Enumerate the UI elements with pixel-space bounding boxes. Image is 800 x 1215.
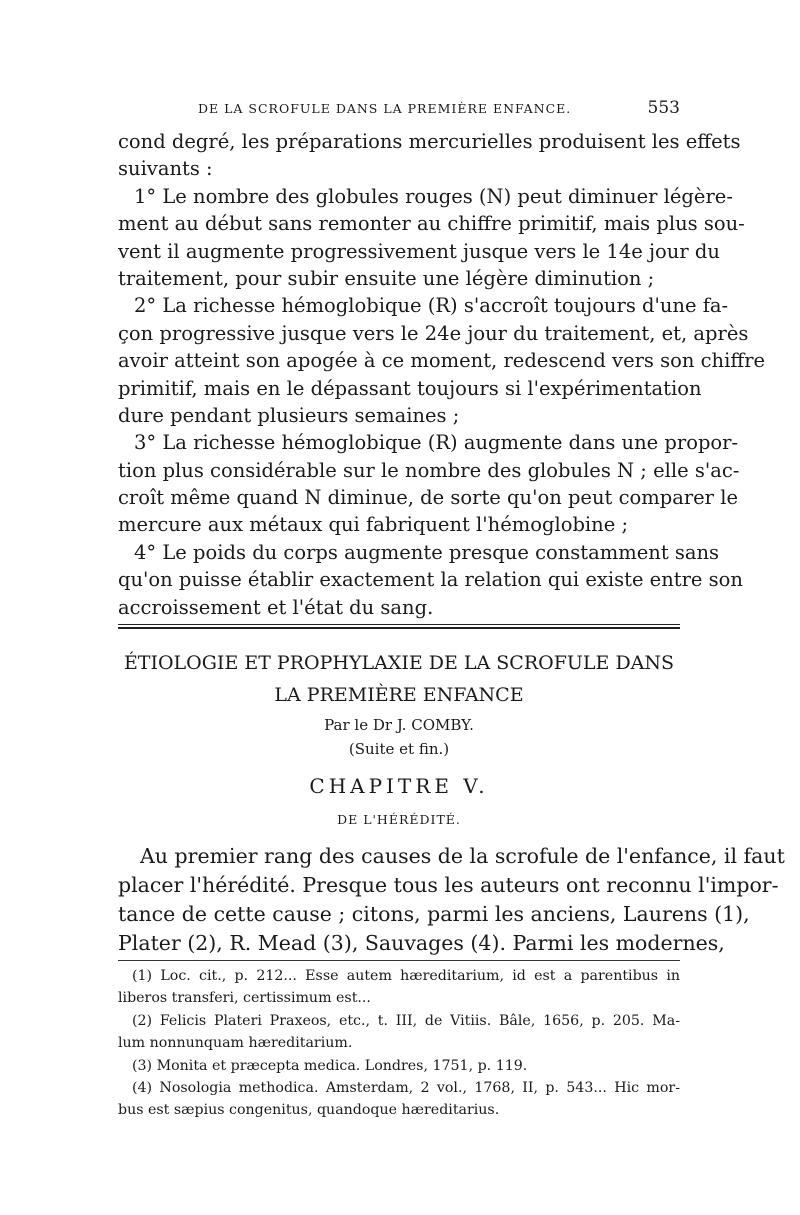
running-header	[118, 98, 680, 122]
text-line: tance de cette cause ; citons, parmi les anciens, Laurens (1),	[118, 902, 750, 926]
text-line: qu'on puisse établir exactement la relation qui existe entre son	[118, 568, 743, 592]
separator-rule	[118, 627, 680, 629]
text-line: Plater (2), R. Mead (3), Sauvages (4). Parmi les modernes,	[118, 931, 725, 955]
text-line: mercure aux métaux qui fabriquent l'hémoglobine ;	[118, 513, 629, 537]
text-line: croît même quand N diminue, de sorte qu'on peut comparer le	[118, 486, 738, 510]
text-line: dure pendant plusieurs semaines ;	[118, 403, 460, 427]
text-line: 4° Le poids du corps augmente presque constamment sans	[134, 540, 720, 564]
text-line: primitif, mais en le dépassant toujours si l'expérimentation	[118, 376, 702, 400]
continuation-text	[118, 128, 766, 621]
text-line: cond degré, les préparations mercurielles produisent les effets	[118, 130, 741, 153]
text-line: 3° La richesse hémoglobique (R) augmente dans une propor-	[134, 431, 739, 455]
footnote-line: liberos transferi, certissimum est...	[118, 990, 371, 1007]
text-line: suivants :	[118, 157, 213, 181]
text-line: 2° La richesse hémoglobique (R) s'accroît toujours d'une fa-	[134, 294, 729, 318]
article-title-line-1: ÉTIOLOGIE ET PROPHYLAXIE DE LA SCROFULE DANS	[123, 652, 675, 674]
footnote-line: (4) Nosologia methodica. Amsterdam, 2 vol., 1768, II, p. 543... Hic mor-	[132, 1079, 680, 1096]
text-line: vent il augmente progressivement jusque vers le 14e jour du	[118, 239, 720, 263]
separator-rule	[118, 624, 680, 625]
text-line: placer l'hérédité. Presque tous les auteurs ont reconnu l'impor-	[118, 873, 779, 897]
article-byline: Par le Dr J. COMBY.	[324, 716, 474, 734]
text-line: çon progressive jusque vers le 24e jour du traitement, et, après	[118, 321, 749, 345]
text-line: avoir atteint son apogée à ce moment, redescend vers son chiffre	[118, 349, 766, 373]
footnote-line: (2) Felicis Plateri Praxeos, etc., t. III, de Vitiis. Bâle, 1656, p. 205. Ma-	[132, 1012, 680, 1029]
footnote-line: lum nonnunquam hæreditarium.	[118, 1035, 353, 1052]
footnote-line: (1) Loc. cit., p. 212... Esse autem hæreditarium, id est a parentibus in	[132, 968, 680, 984]
article-title-line-2: LA PREMIÈRE ENFANCE	[274, 684, 524, 706]
page-number: 553	[647, 98, 680, 118]
text-line: traitement, pour subir ensuite une légère diminution ;	[118, 266, 655, 290]
text-line: tion plus considérable sur le nombre des globules N ; elle s'ac-	[118, 458, 740, 482]
text-line: Au premier rang des causes de la scrofule de l'enfance, il faut	[140, 844, 785, 868]
article-text	[118, 842, 785, 958]
text-line: 1° Le nombre des globules rouges (N) peut diminuer légère-	[134, 184, 733, 208]
footnotes	[118, 965, 680, 1122]
section-heading: DE L'HÉRÉDITÉ.	[337, 812, 461, 827]
footnote-line: bus est sæpius congenitus, quandoque hæreditarius.	[118, 1102, 500, 1119]
footnote-rule	[118, 960, 680, 961]
footnote-line: (3) Monita et præcepta medica. Londres, 1751, p. 119.	[132, 1057, 528, 1074]
chapter-heading: CHAPITRE V.	[309, 774, 489, 798]
text-line: ment au début sans remonter au chiffre primitif, mais plus sou-	[118, 212, 745, 236]
text-line: accroissement et l'état du sang.	[118, 595, 434, 619]
article-continued-note: (Suite et fin.)	[348, 740, 450, 758]
running-title: DE LA SCROFULE DANS LA PREMIÈRE ENFANCE.	[198, 101, 572, 116]
section-separator	[118, 624, 680, 631]
